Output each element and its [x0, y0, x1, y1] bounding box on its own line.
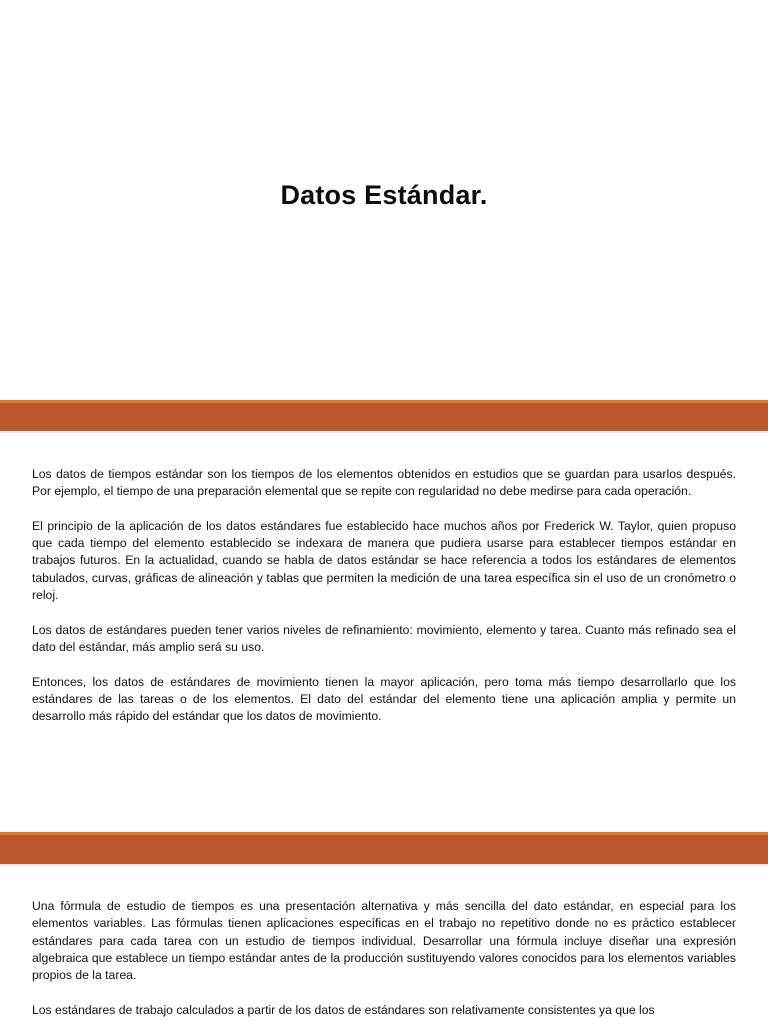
content-slide-time-formula — [0, 866, 768, 1024]
paragraph: Una fórmula de estudio de tiempos es una presentación alternativa y más sencilla del dato estándar, en especial para los elementos variables. Las fórmulas tienen aplicaciones específicas en el trabajo no repetitivo donde no es práctico establecer estándares para cada tarea con un estudio de tiempos individual. Desarrollar una fórmula incluye diseñar una expresión algebraica que establece un tiempo estándar antes de la producción sustituyendo valores conocidos para los elementos variables propios de la tarea. — [32, 899, 736, 983]
divider-edge-top — [0, 832, 768, 835]
slide-divider — [0, 400, 768, 433]
content-slide-standard-data — [0, 433, 768, 832]
paragraph: El principio de la aplicación de los datos estándares fue establecido hace muchos años por Frederick W. Taylor, quien propuso que cada tiempo del elemento establecido se indexara de manera que pudiera usarse para establecer tiempos estándar en trabajos futuros. En la actualidad, cuando se habla de datos estándar se hace referencia a todos los estándares de elementos tabulados, curvas, gráficas de alineación y tablas que permiten la medición de una tarea específica sin el uso de un cronómetro o reloj. — [32, 518, 736, 603]
slide-title: Datos Estándar. — [280, 180, 488, 210]
slide-text-block — [32, 898, 736, 1024]
paragraph: Los datos de estándares pueden tener varios niveles de refinamiento: movimiento, elemento y tarea. Cuanto más refinado sea el dato del estándar, más amplio será su uso. — [32, 622, 736, 654]
paragraph: Entonces, los datos de estándares de movimiento tienen la mayor aplicación, pero toma más tiempo desarrollarlo que los estándares de las tareas o de los elementos. El dato del estándar del elemento tiene una aplicación amplia y permite un desarrollo más rápido del estándar que los datos de movimiento. — [32, 674, 736, 724]
paragraph: Los estándares de trabajo calculados a partir de los datos de estándares son relativamente consistentes ya que los — [32, 1002, 655, 1017]
divider-edge-top — [0, 400, 768, 403]
title-slide — [0, 0, 768, 400]
paragraph: Los datos de tiempos estándar son los tiempos de los elementos obtenidos en estudios que se guardan para usarlos después. Por ejemplo, el tiempo de una preparación elemental que se repite con regularidad no debe medirse para cada operación. — [32, 467, 736, 499]
slide-text-block — [32, 466, 736, 743]
slide-divider — [0, 832, 768, 866]
